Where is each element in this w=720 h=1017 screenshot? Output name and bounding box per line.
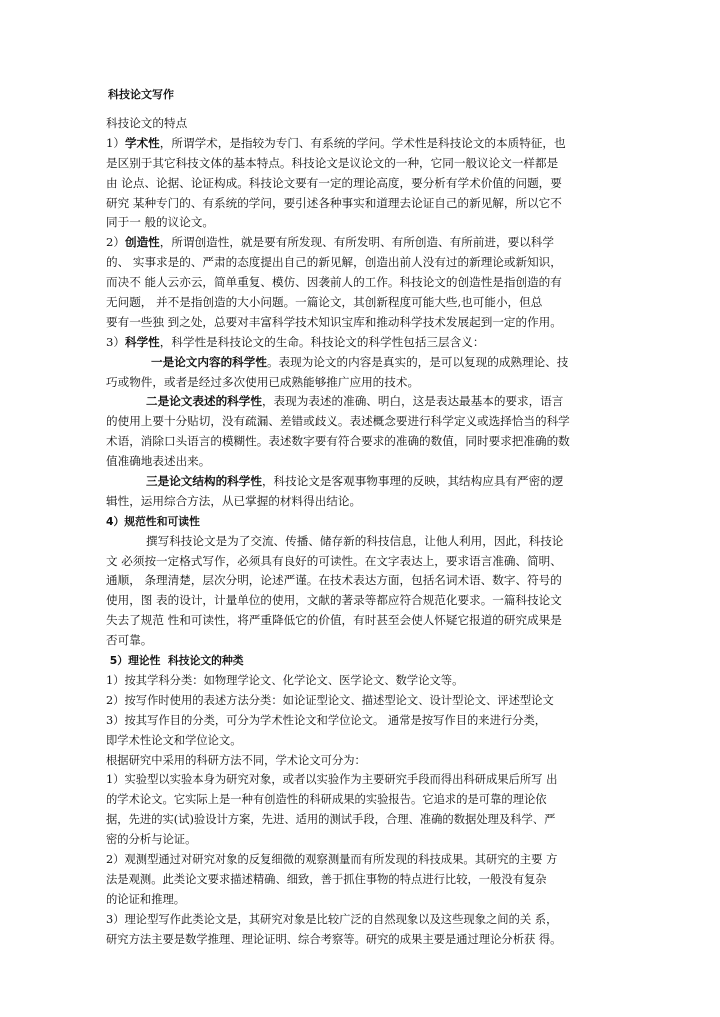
text-line: 研究 某种专门的、有系统的学问，要引述各种事实和道理去论证自己的新见解，所以它不 xyxy=(106,195,562,210)
sub-term: 二是论文表述的科学性 xyxy=(146,394,262,409)
list-item: 3）按其写作目的分类，可分为学术性论文和学位论文。 通常是按写作目的来进行分类， xyxy=(106,713,547,727)
text-line: 而决不 能人云亦云，简单重复、模仿、因袭前人的工作。科技论文的创造性是指创造的有 xyxy=(106,275,562,290)
text-line: ，科技论文是客观事物事理的反映，其结构应具有严密的逻 xyxy=(261,474,564,489)
text-line: 法是观测。此类论文要求描述精确、细致，善于抓住事物的特点进行比较，一般没有复杂 xyxy=(106,872,547,886)
list-item: 1）实验型以实验本身为研究对象，或者以实验作为主要研究手段而得出科研成果后所写 出 xyxy=(106,773,558,787)
text-line: 据，先进的实(试)验设计方案，先进、适用的测试手段，合理、准确的数据处理及科学、严 xyxy=(106,813,556,827)
item-term: 科学性 xyxy=(124,334,160,349)
text-line: 术语，消除口头语言的模糊性。表述数字要有符合要求的准确的数值，同时要求把准确的数 xyxy=(106,434,570,449)
paragraph-academic xyxy=(106,134,630,233)
text-line: 的、 实事求是的、严肃的态度提出自己的新见解，创造出前人没有过的新理论或新知识， xyxy=(106,255,562,270)
text-line: 无问题， 并不是指创造的大小问题。一篇论文，其创新程度可能大些,也可能小，但总 xyxy=(106,295,543,310)
text-line: 值准确地表述出来。 xyxy=(106,454,211,469)
item-number: 2） xyxy=(106,235,125,250)
paragraph-creativity xyxy=(106,233,630,332)
list-item: 2）按写作时使用的表述方法分类：如论证型论文、描述型论文、设计型论文、评述型论文 xyxy=(106,693,554,707)
text-line: 的论证和推理。 xyxy=(106,892,186,906)
list-item: 2）观测型通过对研究对象的反复细微的观察测量而有所发现的科技成果。其研究的主要 方 xyxy=(106,852,558,866)
text-line: 研究方法主要是数学推理、理论证明、综合考察等。研究的成果主要是通过理论分析获 得。 xyxy=(106,932,562,946)
text-line: ，所谓学术，是指较为专门、有系统的学问。学术性是科技论文的本质特征，也 xyxy=(159,135,566,150)
text-line: 否可靠。 xyxy=(106,633,153,648)
text-line: 使用，图 表的设计，计量单位的使用，文献的著录等都应符合规范化要求。一篇科技论文 xyxy=(106,593,562,608)
text-line: 即学术性论文和学位论文。 xyxy=(106,733,242,747)
paper-types xyxy=(106,671,630,770)
paragraph-standard xyxy=(106,512,630,651)
text-line: 的使用上要十分贴切，没有疏漏、差错或歧义。表述概念要进行科学定义或选择恰当的科学 xyxy=(106,414,570,429)
text-line: ，科学性是科技论文的生命。科技论文的科学性包括三层含义： xyxy=(159,334,485,349)
text-line: 要有一些独 到之处，总要对丰富科学技术知识宝库和推动科学技术发展起到一定的作用。 xyxy=(106,314,562,329)
item-number: 1） xyxy=(106,135,125,150)
text-line: 辑性，运用综合方法，从已掌握的材料得出结论。 xyxy=(106,493,362,508)
text-line: 文 必须按一定格式写作，必须具有良好的可读性。在文字表达上，要求语言准确、简明、 xyxy=(106,553,562,568)
text-line: 通顺， 条理清楚，层次分明，论述严谨。在技术表达方面，包括名词术语、数字、符号的 xyxy=(106,573,562,588)
text-line: 密的分析与论证。 xyxy=(106,833,197,847)
text-line: 同于一 般的议论文。 xyxy=(106,215,215,230)
text-line: ，表现为表述的准确、明白，这是表达最基本的要求，语言 xyxy=(261,394,564,409)
text-line: ，所谓创造性，就是要有所发现、有所发明、有所创造、有所前进，要以科学 xyxy=(159,235,554,250)
section-heading: 科技论文的特点 xyxy=(106,116,188,130)
text-line: 的学术论文。它实际上是一种有创造性的科研成果的实验报告。它追求的是可靠的理论依 xyxy=(106,793,547,807)
text-line: 失去了规范 性和可读性，将严重降低它的价值，有时甚至会使人怀疑它报道的研究成果是 xyxy=(106,613,562,628)
list-item: 3）理论型写作此类论文是，其研究对象是比较广泛的自然现象以及这些现象之间的关 系， xyxy=(106,912,558,926)
document-title: 科技论文写作 xyxy=(108,88,174,101)
item-term: 学术性 xyxy=(124,135,160,150)
text-line: 由 论点、论据、论证构成。科技论文要有一定的理论高度，要分析有学术价值的问题，要 xyxy=(106,175,562,190)
document-body xyxy=(106,114,630,949)
item-term: 创造性 xyxy=(124,235,160,250)
text-line: 撰写科技论文是为了交流、传播、储存新的科技信息，让他人利用，因此，科技论 xyxy=(146,533,564,548)
item-number: 3） xyxy=(106,334,125,349)
research-methods xyxy=(106,770,630,949)
text-line: 。表现为论文的内容是真实的，是可以复现的成熟理论、技 xyxy=(266,354,569,369)
sub-term: 三是论文结构的科学性 xyxy=(146,474,262,489)
item-heading: 4）规范性和可读性 xyxy=(106,514,200,528)
item-heading: 5）理论性 科技论文的种类 xyxy=(106,654,244,668)
sub-term: 一是论文内容的科学性 xyxy=(151,354,267,369)
text-line: 根据研究中采用的科研方法不同，学术论文可分为： xyxy=(106,753,366,767)
list-item: 1）按其学科分类：如物理学论文、化学论文、医学论文、数学论文等。 xyxy=(106,673,464,687)
text-line: 是区别于其它科技文体的基本特点。科技论文是议论文的一种，它同一般议论文一样都是 xyxy=(106,155,559,170)
paragraph-scientific xyxy=(106,333,630,512)
text-line: 巧或物件，或者是经过多次使用已成熟能够推广应用的技术。 xyxy=(106,374,420,389)
